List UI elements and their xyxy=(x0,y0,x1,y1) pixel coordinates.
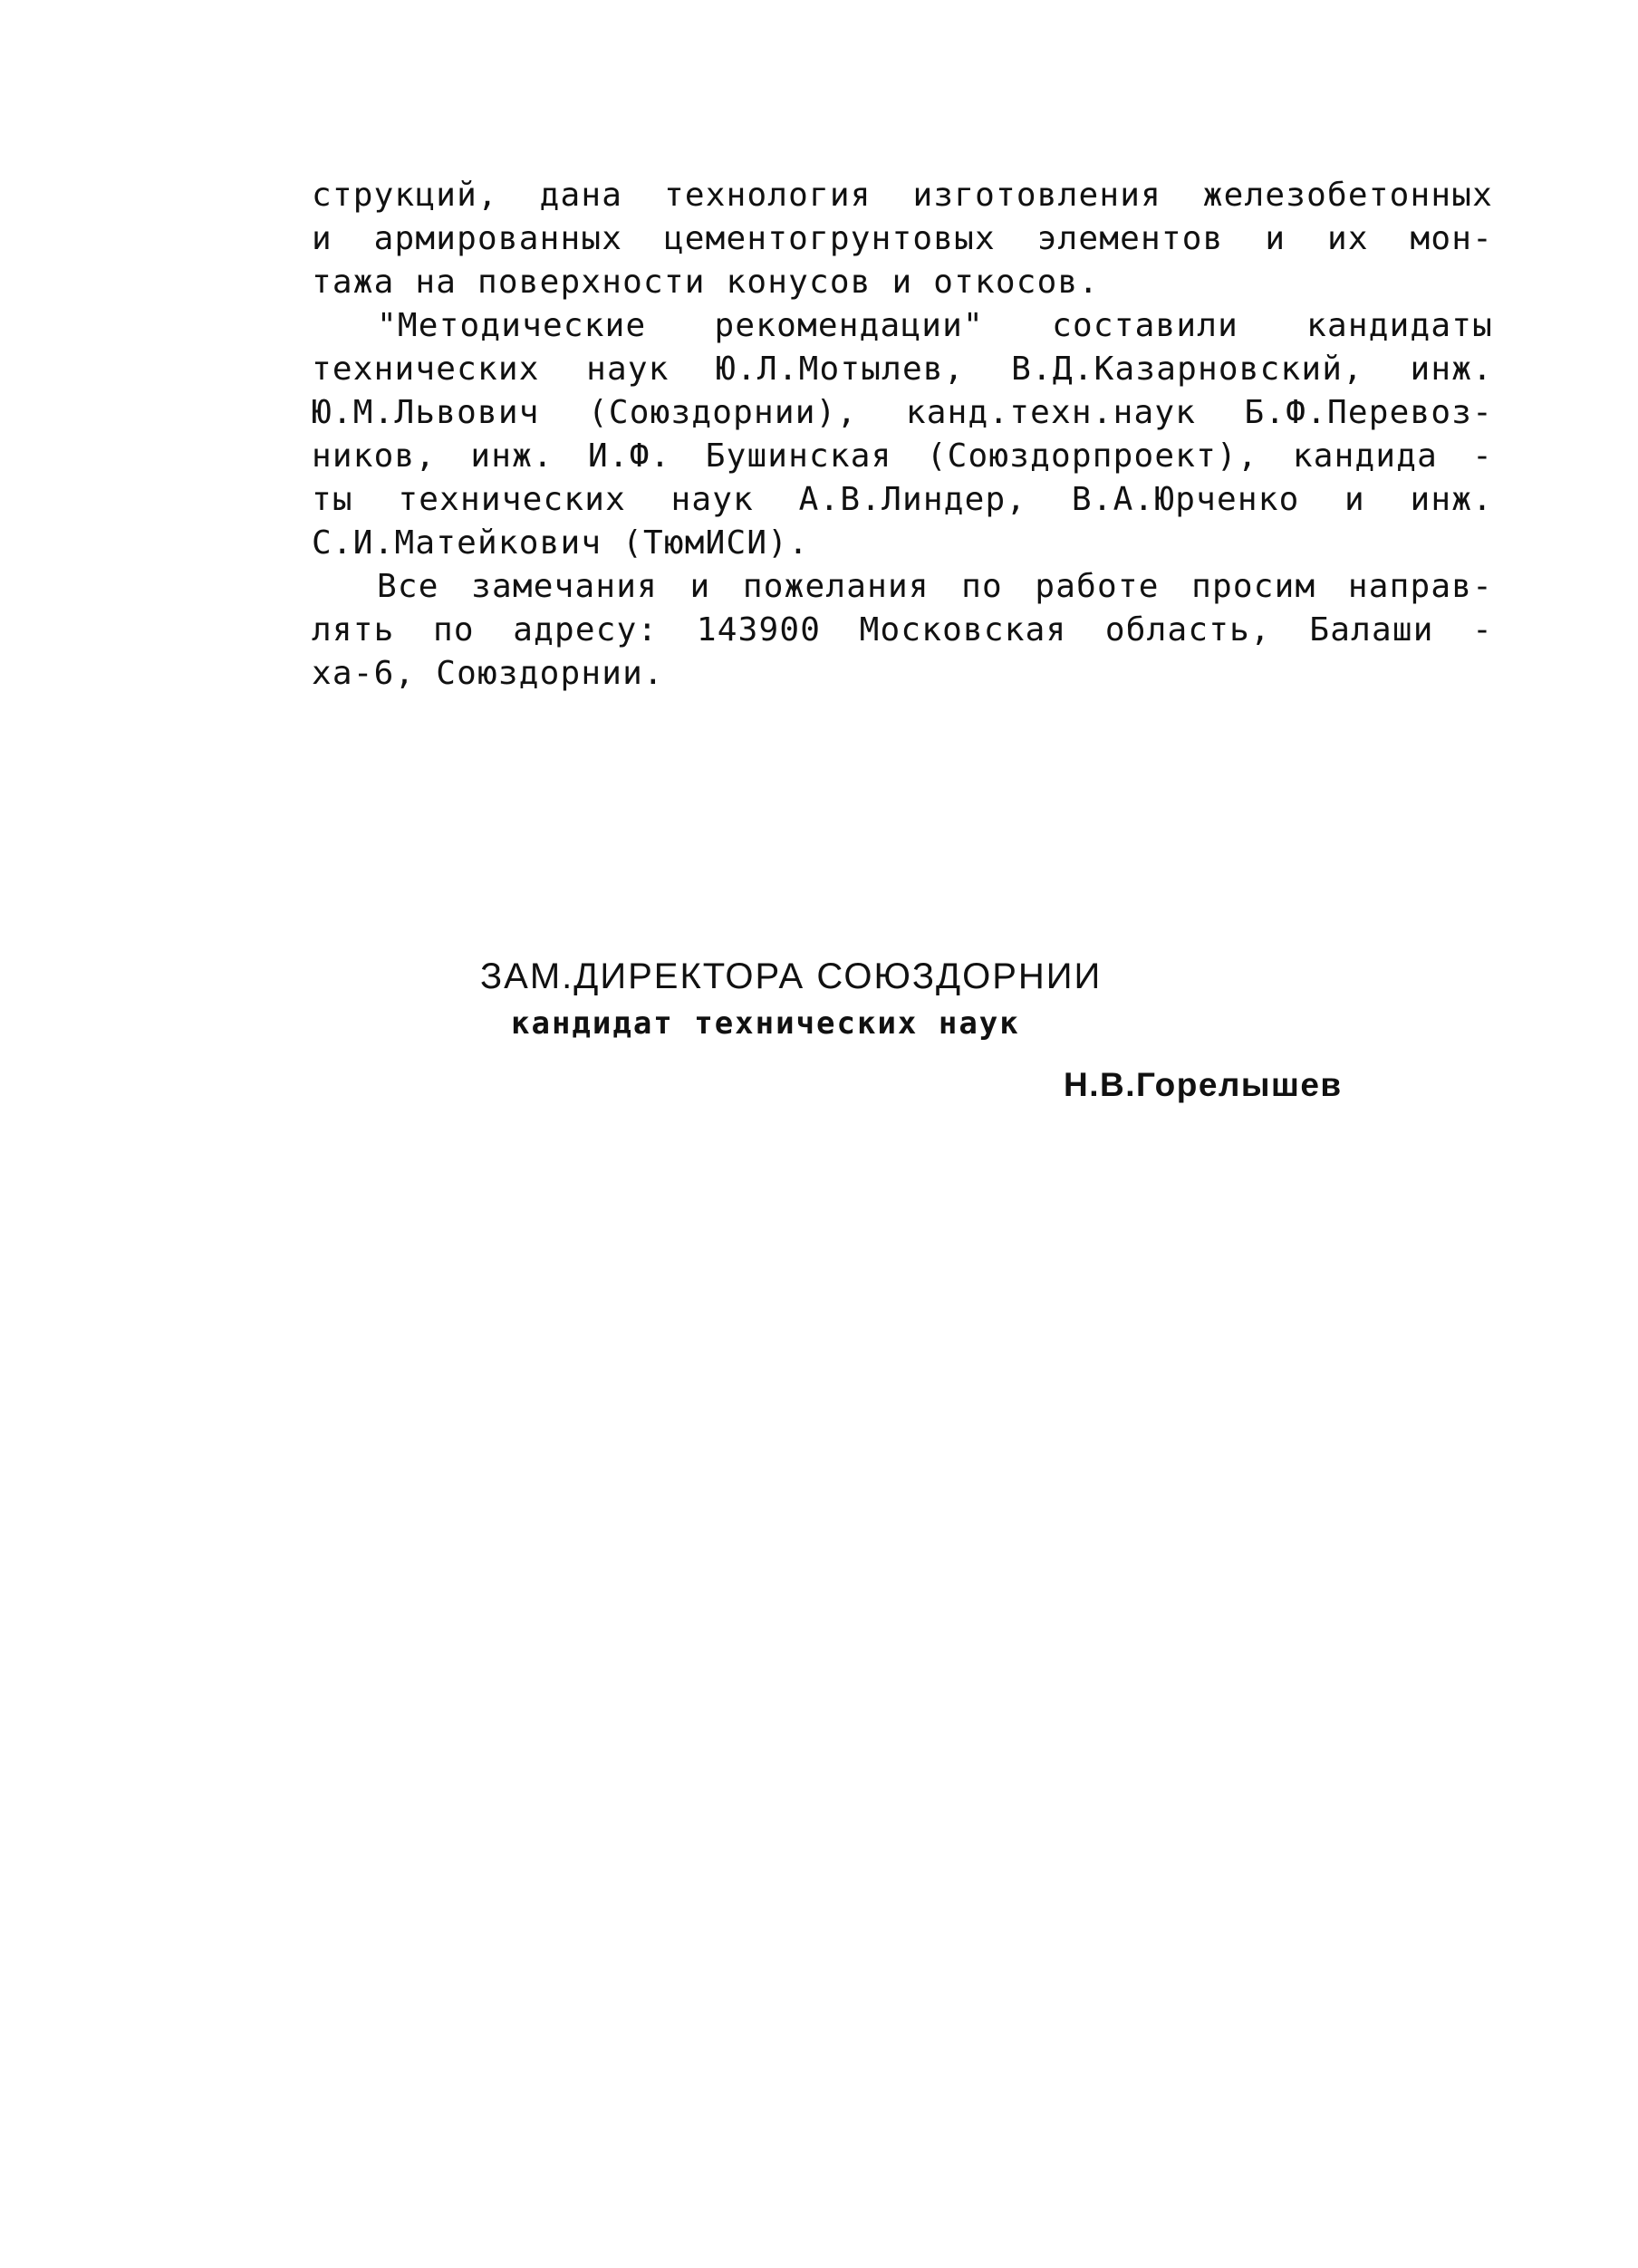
text-line: струкций, дана технология изготовления железобетонных xyxy=(312,177,1493,214)
signature-block xyxy=(480,953,1386,1107)
text-line: Ю.М.Львович (Союздорнии), канд.техн.наук Б.Ф.Перевоз- xyxy=(312,394,1493,431)
paragraph-scope xyxy=(312,174,1493,304)
text-line: С.И.Матейкович (ТюмИСИ). xyxy=(312,524,809,562)
text-line: и армированных цементогрунтовых элементов и их мон- xyxy=(312,220,1493,257)
text-line: тажа на поверхности конусов и откосов. xyxy=(312,264,1100,301)
signatory-title: ЗАМ.ДИРЕКТОРА СОЮЗДОРНИИ xyxy=(480,956,1103,996)
body-text xyxy=(312,174,1493,696)
paragraph-authors xyxy=(312,304,1493,565)
paragraph-contact xyxy=(312,565,1493,696)
signatory-name: Н.В.Горелышев xyxy=(1064,1066,1343,1103)
text-line: лять по адресу: 143900 Московская область, Балаши - xyxy=(312,611,1493,649)
text-line: ников, инж. И.Ф. Бушинская (Союздорпроект), кандида - xyxy=(312,437,1493,475)
text-line: технических наук Ю.Л.Мотылев, В.Д.Казарновский, инж. xyxy=(312,351,1493,388)
text-line: ха-6, Союздорнии. xyxy=(312,655,664,692)
text-line: Все замечания и пожелания по работе просим направ- xyxy=(377,568,1493,605)
text-line: ты технических наук А.В.Линдер, В.А.Юрченко и инж. xyxy=(312,481,1493,518)
text-line: "Методические рекомендации" составили кандидаты xyxy=(377,307,1493,344)
signatory-degree: кандидат технических наук xyxy=(511,1005,1020,1042)
